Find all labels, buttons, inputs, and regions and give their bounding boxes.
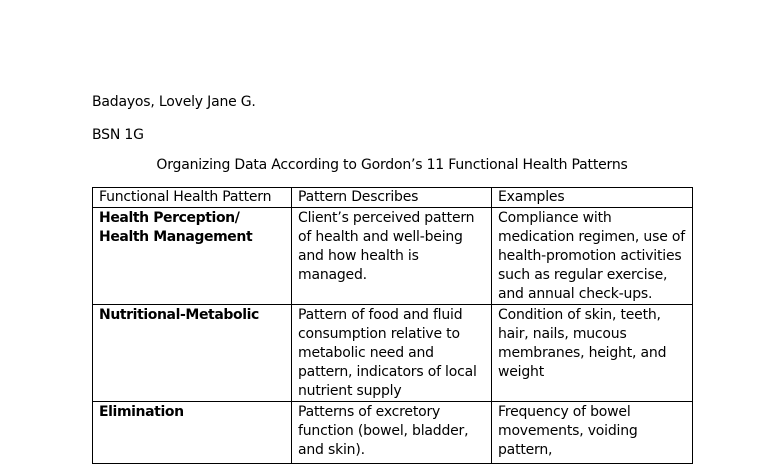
table-row [93, 208, 693, 305]
table-row [93, 402, 693, 464]
pattern-name-cell: Health Perception/ Health Management [93, 208, 292, 305]
header-pattern-describes: Pattern Describes [292, 188, 492, 208]
pattern-examples-cell: Condition of skin, teeth, hair, nails, mucous membranes, height, and weight [492, 305, 693, 402]
pattern-examples-cell: Frequency of bowel movements, voiding pattern, [492, 402, 693, 464]
pattern-describes-cell: Patterns of excretory function (bowel, bladder, and skin). [292, 402, 492, 464]
pattern-name-cell: Nutritional-Metabolic [93, 305, 292, 402]
health-patterns-table [92, 187, 693, 464]
pattern-describes-cell: Client’s perceived pattern of health and well-being and how health is managed. [292, 208, 492, 305]
document-title: Organizing Data According to Gordon’s 11 Functional Health Patterns [156, 157, 628, 173]
header-examples: Examples [492, 188, 693, 208]
table-header-row [93, 188, 693, 208]
pattern-examples-cell: Compliance with medication regimen, use of health-promotion activities such as regular exercise, and annual check-ups. [492, 208, 693, 305]
author-name: Badayos, Lovely Jane G. [92, 94, 256, 110]
pattern-name-cell: Elimination [93, 402, 292, 464]
table-row [93, 305, 693, 402]
header-functional-health-pattern: Functional Health Pattern [93, 188, 292, 208]
pattern-describes-cell: Pattern of food and fluid consumption relative to metabolic need and pattern, indicators of local nutrient supply [292, 305, 492, 402]
class-section: BSN 1G [92, 127, 144, 143]
